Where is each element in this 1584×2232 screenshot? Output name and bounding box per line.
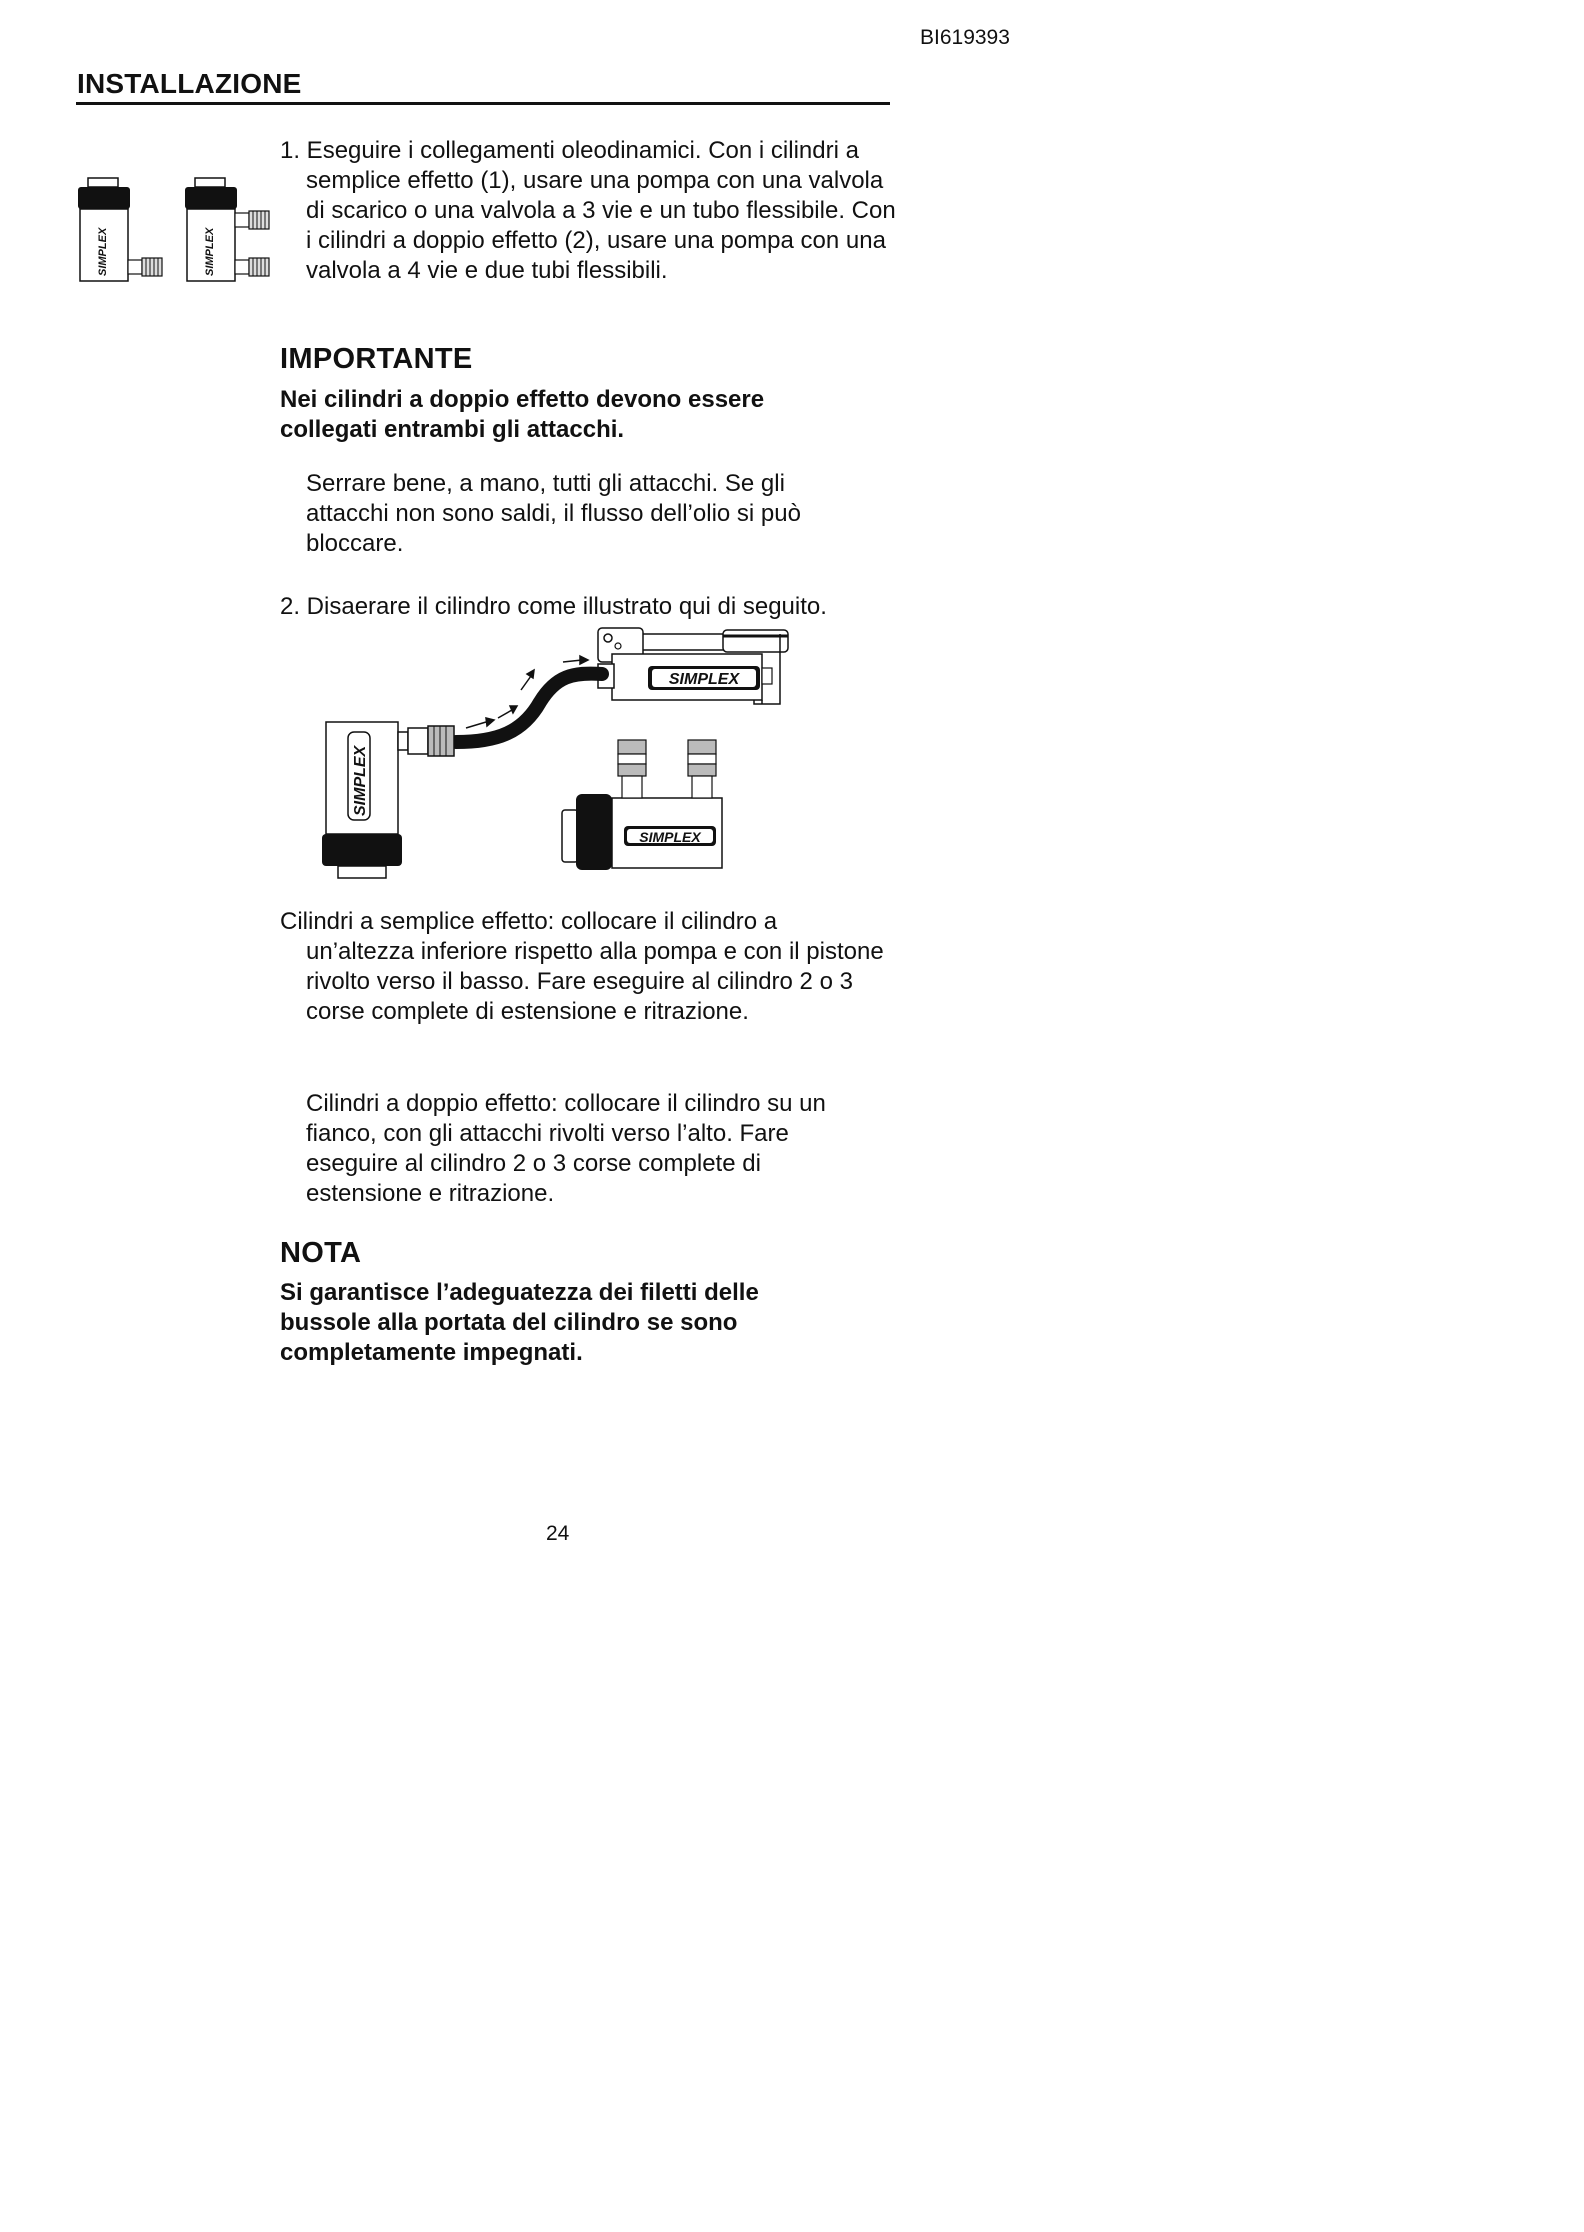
- hand-pump-icon: [598, 628, 788, 704]
- importante-title: IMPORTANTE: [280, 343, 473, 375]
- nota-title: NOTA: [280, 1237, 362, 1269]
- document-number: BI619393: [920, 26, 1010, 49]
- double-acting-text: Cilindri a doppio effetto: collocare il cilindro su un fianco, con gli attacchi rivolti verso l’alto. Fare eseguire al cilindro 2 o 3 corse complete di estensione e ritrazione.: [306, 1090, 826, 1207]
- page-number: 24: [546, 1522, 570, 1545]
- step-1-text: 1. Eseguire i collegamenti oleodinamici. Con i cilindri a semplice effetto (1), usare una pompa con una valvola di scarico o una valvola a 3 vie e un tubo flessibile. Con i cilindri a doppio effetto (2), usare una pompa con una valvola a 4 vie e due tubi flessibili.: [280, 137, 896, 284]
- step-2-text: 2. Disaerare il cilindro come illustrato qui di seguito.: [280, 593, 827, 620]
- svg-text:SIMPLEX: SIMPLEX: [352, 745, 369, 816]
- importante-warning: Nei cilindri a doppio effetto devono essere collegati entrambi gli attacchi.: [280, 386, 765, 443]
- cylinders-illustration: [74, 172, 280, 288]
- single-acting-cylinder-icon: [322, 722, 454, 878]
- connection-note: Serrare bene, a mano, tutti gli attacchi. Se gli attacchi non sono saldi, il flusso dell’olio si può bloccare.: [306, 470, 801, 557]
- bleeding-diagram: [318, 624, 798, 886]
- double-acting-cylinder-icon: [185, 178, 269, 281]
- heading-rule: [76, 102, 890, 105]
- logo-text-small: SIMPLEX: [97, 227, 109, 276]
- svg-text:SIMPLEX: SIMPLEX: [639, 829, 701, 845]
- svg-text:SIMPLEX: SIMPLEX: [204, 227, 216, 276]
- section-heading: INSTALLAZIONE: [77, 68, 302, 99]
- nota-text: Si garantisce l’adeguatezza dei filetti delle bussole alla portata del cilindro se sono completamente impegnati.: [280, 1279, 759, 1366]
- single-acting-cylinder-icon: [78, 178, 162, 281]
- single-acting-text: Cilindri a semplice effetto: collocare il cilindro a un’altezza inferiore rispetto alla pompa e con il pistone rivolto verso il basso. Fare eseguire al cilindro 2 o 3 corse complete di estensione e ritrazione.: [280, 908, 884, 1025]
- double-acting-cylinder-icon: [562, 740, 722, 870]
- hydraulic-hose: [456, 674, 602, 742]
- pump-logo: SIMPLEX: [668, 671, 740, 688]
